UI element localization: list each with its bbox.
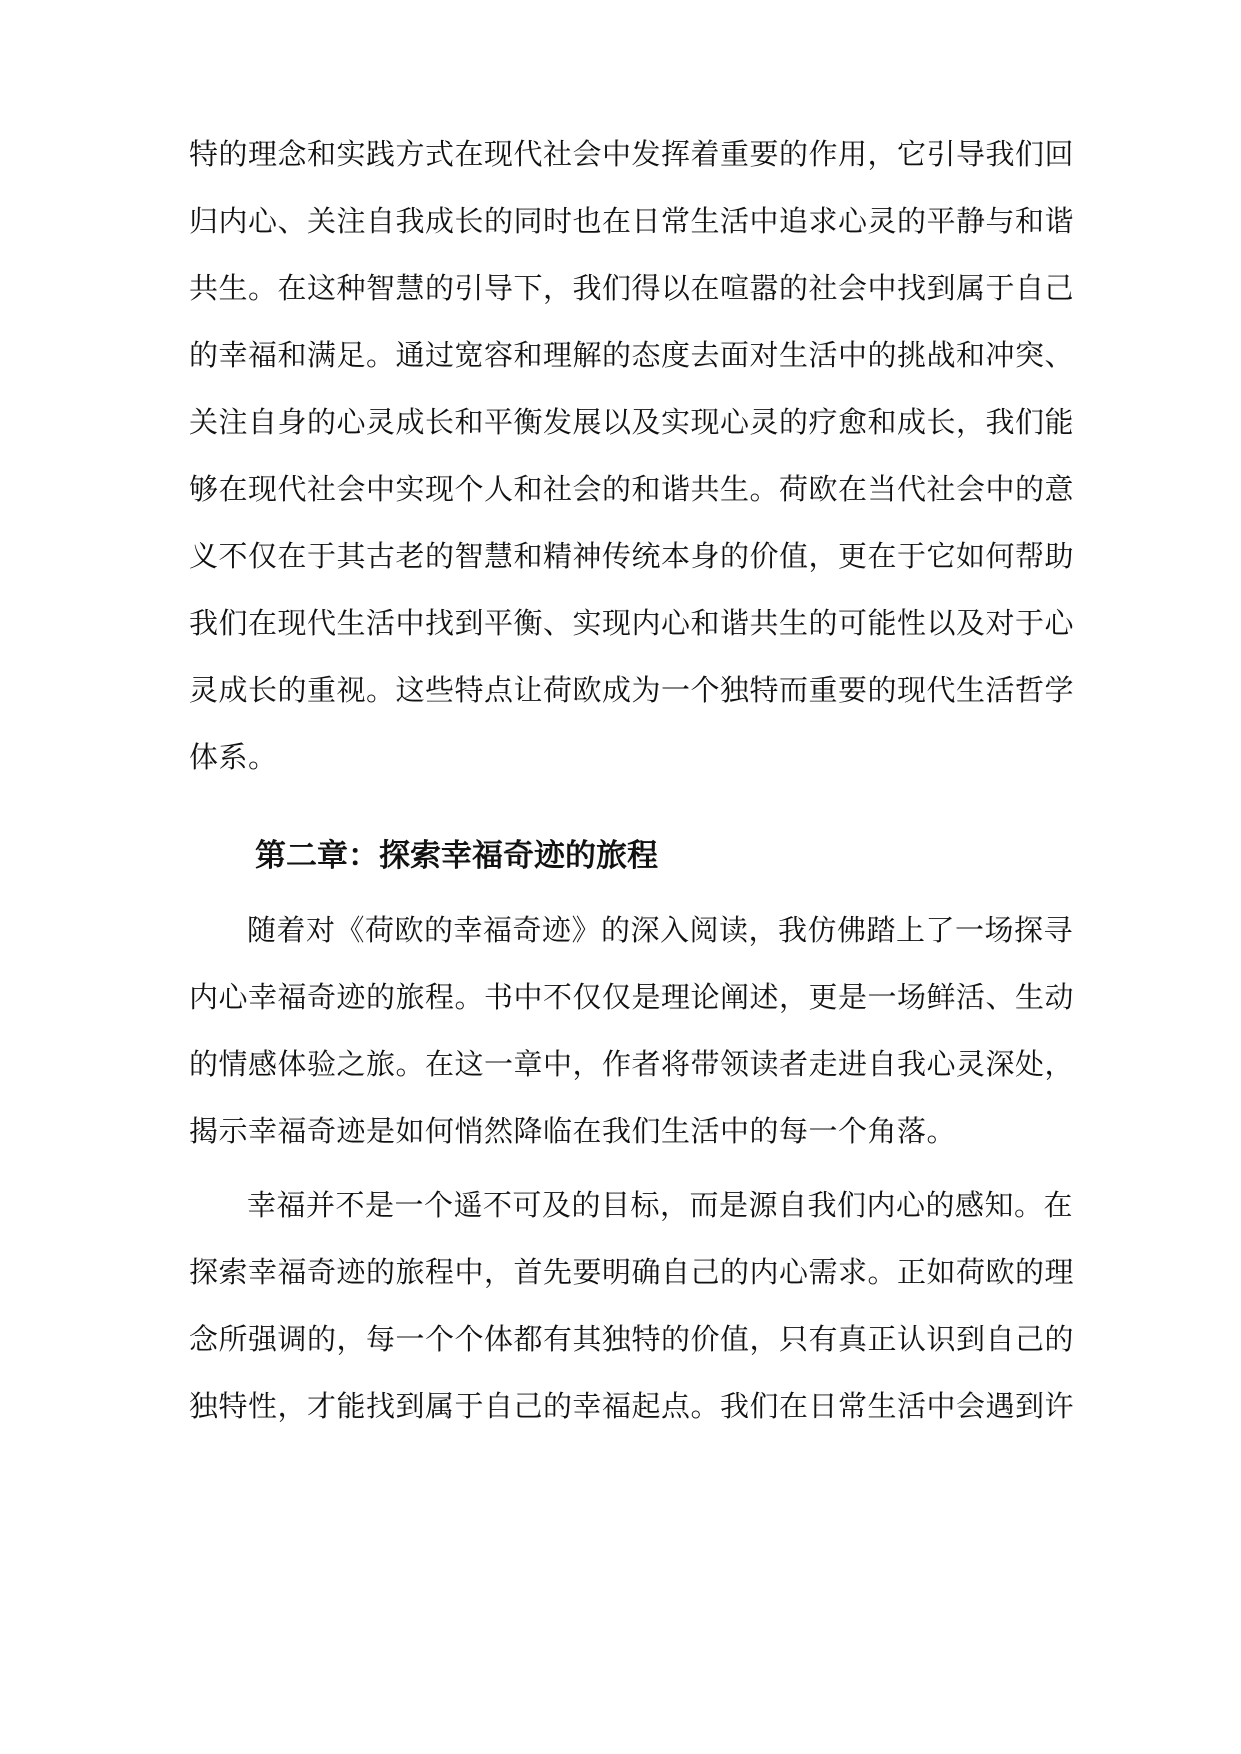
text-line: 内心幸福奇迹的旅程。书中不仅仅是理论阐述，更是一场鲜活、生动 — [189, 980, 1075, 1014]
text-line: 探索幸福奇迹的旅程中，首先要明确自己的内心需求。正如荷欧的理 — [189, 1255, 1075, 1289]
text-line: 随着对《荷欧的幸福奇迹》的深入阅读，我仿佛踏上了一场探寻 — [247, 913, 1074, 947]
text-line: 念所强调的，每一个个体都有其独特的价值，只有真正认识到自己的 — [189, 1322, 1075, 1356]
text-line: 义不仅在于其古老的智慧和精神传统本身的价值，更在于它如何帮助 — [189, 539, 1075, 573]
text-line: 归内心、关注自我成长的同时也在日常生活中追求心灵的平静与和谐 — [189, 204, 1075, 238]
text-line: 的幸福和满足。通过宽容和理解的态度去面对生活中的挑战和冲突、 — [189, 338, 1075, 372]
text-line: 揭示幸福奇迹是如何悄然降临在我们生活中的每一个角落。 — [189, 1114, 957, 1148]
text-line: 够在现代社会中实现个人和社会的和谐共生。荷欧在当代社会中的意 — [189, 472, 1075, 506]
text-line: 独特性，才能找到属于自己的幸福起点。我们在日常生活中会遇到许 — [189, 1389, 1075, 1423]
text-line: 体系。 — [189, 740, 278, 774]
text-line: 共生。在这种智慧的引导下，我们得以在喧嚣的社会中找到属于自己 — [189, 271, 1075, 305]
chapter-heading: 第二章：探索幸福奇迹的旅程 — [255, 838, 658, 874]
text-line: 的情感体验之旅。在这一章中，作者将带领读者走进自我心灵深处， — [189, 1047, 1075, 1081]
text-line: 我们在现代生活中找到平衡、实现内心和谐共生的可能性以及对于心 — [189, 606, 1075, 640]
text-line: 特的理念和实践方式在现代社会中发挥着重要的作用，它引导我们回 — [189, 137, 1075, 171]
text-line: 灵成长的重视。这些特点让荷欧成为一个独特而重要的现代生活哲学 — [189, 673, 1075, 707]
text-line: 关注自身的心灵成长和平衡发展以及实现心灵的疗愈和成长，我们能 — [189, 405, 1075, 439]
text-line: 幸福并不是一个遥不可及的目标，而是源自我们内心的感知。在 — [247, 1188, 1074, 1222]
